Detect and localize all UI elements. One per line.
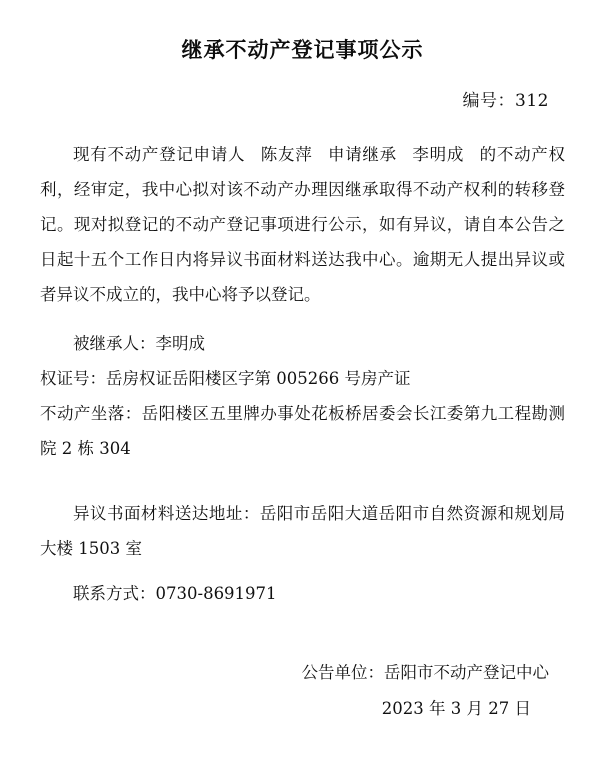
issue-date: 2023 年 3 月 27 日 — [381, 699, 531, 718]
field-value-location: 岳阳楼区五里牌办事处花板桥居委会长江委第九工程勘测院 2 栋 304 — [40, 404, 566, 458]
document-number-label: 编号： — [462, 91, 516, 111]
issuer-label: 公告单位： — [301, 663, 384, 682]
applicant-name: 陈友萍 — [260, 145, 313, 164]
field-list — [40, 326, 565, 466]
signature-block — [40, 655, 565, 727]
issuer-value: 岳阳市不动产登记中心 — [384, 663, 549, 682]
field-label-decedent: 被继承人： — [73, 334, 156, 353]
main-paragraph-lead: 现有不动产登记申请人 — [73, 145, 246, 164]
issuer-line — [40, 655, 549, 691]
main-paragraph-middle: 申请继承 — [327, 145, 397, 164]
decedent-name: 李明成 — [411, 145, 465, 164]
contact-label: 联系方式： — [73, 584, 156, 603]
document-number-value: 312 — [515, 91, 549, 111]
field-label-location: 不动产坐落： — [40, 404, 142, 423]
main-paragraph-tail: 的不动产权利，经审定，我中心拟对该不动产办理因继承取得不动产权利的转移登记。现对拟登记的不动产登记事项进行公示，如有异议，请自本公告之日起十五个工作日内将异议书面材料送达我中心。逾期无人提出异议或者异议不成立的，我中心将予以登记。 — [40, 145, 565, 304]
field-value-decedent: 李明成 — [155, 334, 205, 353]
notice-address-value: 岳阳市岳阳大道岳阳市自然资源和规划局大楼 1503 室 — [40, 504, 566, 558]
field-row-location — [40, 396, 565, 466]
main-paragraph — [40, 137, 565, 312]
contact-info — [40, 576, 565, 611]
notice-address — [40, 496, 565, 566]
field-value-certificate: 岳房权证岳阳楼区字第 005266 号房产证 — [106, 369, 411, 388]
page-title: 继承不动产登记事项公示 — [181, 37, 424, 62]
field-label-certificate: 权证号： — [40, 369, 106, 388]
field-row-decedent — [40, 326, 565, 361]
notice-address-label: 异议书面材料送达地址： — [73, 504, 260, 523]
document-number — [40, 86, 565, 111]
contact-value: 0730-8691971 — [155, 584, 277, 603]
field-row-certificate — [40, 361, 565, 396]
